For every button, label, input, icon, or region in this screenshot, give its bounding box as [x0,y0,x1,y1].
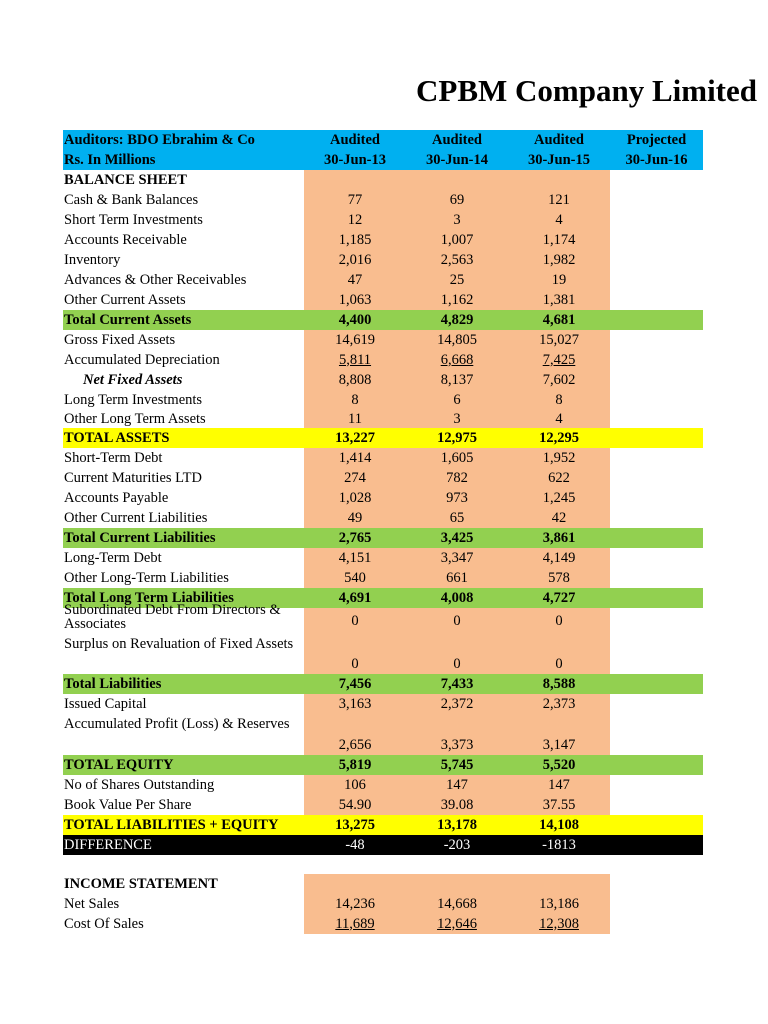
header-col1: Audited [330,131,380,148]
row-label: Total Liabilities [64,675,162,692]
table-row [63,508,703,528]
table-row [63,390,703,410]
row-value: 4,829 [440,311,474,328]
row-label: Accounts Payable [64,489,169,506]
row-label: Long Term Investments [64,391,203,408]
row-value: 39.08 [406,795,508,815]
row-value: 4,008 [440,589,474,606]
header-date2: 30-Jun-14 [425,151,489,168]
row-label: Current Maturities LTD [64,469,202,486]
header-date4: 30-Jun-16 [625,151,688,168]
row-value: 1,028 [304,488,406,508]
table-row [63,250,703,270]
row-value: 3,163 [304,694,406,714]
section-heading: INCOME STATEMENT [64,875,218,892]
row-value: 2,372 [406,694,508,714]
section-heading-balance-sheet [63,170,703,190]
row-value: 14,108 [539,816,579,833]
row-value: 147 [406,775,508,795]
row-value: 1,063 [304,290,406,310]
row-value: 11,689 [335,915,375,932]
table-row [63,370,703,390]
row-value: 4 [508,410,610,428]
table-row [63,694,703,714]
row-value: 3,373 [406,714,508,755]
row-value: 3 [406,210,508,230]
total-liabilities-row [63,674,703,694]
row-label: Short-Term Debt [64,449,163,466]
table-row [63,548,703,568]
row-label: Net Sales [64,895,120,912]
row-value: 5,811 [338,351,372,368]
row-label [63,602,304,634]
row-value: 2,765 [338,529,372,546]
row-label: DIFFERENCE [64,836,152,853]
row-label: Cost Of Sales [64,915,144,932]
row-value: 15,027 [508,330,610,350]
row-label: Total Current Liabilities [64,529,216,546]
table-row [63,795,703,815]
row-value: 14,236 [304,894,406,914]
row-value: 106 [304,775,406,795]
table-row [63,330,703,350]
row-value: 1,174 [508,230,610,250]
row-value: 12,975 [437,429,477,446]
table-row [63,714,703,755]
row-value: 69 [406,190,508,210]
row-value: 6,668 [440,351,474,368]
row-value: 0 [508,608,610,634]
row-value: 0 [304,634,406,674]
row-value: 12 [304,210,406,230]
header-row-auditors [63,130,703,150]
row-value: 8,808 [304,370,406,390]
row-label: Cash & Bank Balances [64,191,199,208]
row-label: Other Long-Term Liabilities [64,569,229,586]
row-value: 13,186 [508,894,610,914]
row-label: Issued Capital [64,695,147,712]
row-value: 5,819 [338,756,372,773]
table-row [63,350,703,370]
row-value: 121 [508,190,610,210]
row-value: 5,520 [542,756,576,773]
row-value: 1,605 [406,448,508,468]
section-heading: BALANCE SHEET [64,171,187,188]
header-row-dates [63,150,703,170]
row-label: TOTAL ASSETS [64,429,170,446]
total-liabilities-equity-row [63,815,703,835]
row-value: 54.90 [304,795,406,815]
table-row [63,290,703,310]
row-label: Long-Term Debt [64,549,162,566]
row-value: 14,619 [304,330,406,350]
table-row [63,468,703,488]
header-date3: 30-Jun-15 [527,151,591,168]
row-value: 77 [304,190,406,210]
row-label: Net Fixed Assets [83,371,183,388]
row-value: 4 [508,210,610,230]
row-label: Gross Fixed Assets [64,331,176,348]
row-value: 13,178 [437,816,477,833]
row-value: 4,400 [338,311,372,328]
row-label: Other Current Liabilities [64,509,208,526]
table-row [63,210,703,230]
row-label: Accumulated Depreciation [64,351,220,368]
row-value: 3,861 [542,529,576,546]
row-label: Other Current Assets [64,291,186,308]
row-value: 1,952 [508,448,610,468]
clipped-label-line: Subordinated Debt From Directors & [64,602,281,618]
row-value: 3 [406,410,508,428]
row-value: 1,162 [406,290,508,310]
row-value: 4,149 [508,548,610,568]
row-value: 1,007 [406,230,508,250]
row-value: 8,137 [406,370,508,390]
row-value: 4,681 [542,311,576,328]
row-value: 5,745 [440,756,474,773]
row-value: 0 [508,634,610,674]
section-heading-income-statement [63,874,703,894]
row-value: 3,147 [508,714,610,755]
header-date1: 30-Jun-13 [323,151,387,168]
row-value: 4,151 [304,548,406,568]
row-value: -203 [443,836,471,853]
header-col2: Audited [432,131,482,148]
total-current-assets-row [63,310,703,330]
row-value: 12,308 [539,915,579,932]
page-title: CPBM Company Limited [416,73,757,108]
row-value: -48 [345,836,365,853]
row-value: 12,646 [437,915,477,932]
row-value: 7,433 [440,675,474,692]
row-label: Accumulated Profit (Loss) & Reserves [64,716,290,732]
table-row [63,634,703,674]
row-value: 4,727 [542,589,576,606]
table-row [63,448,703,468]
table-row [63,775,703,795]
row-value: -1813 [542,836,576,853]
row-value: 0 [304,608,406,634]
row-label: TOTAL LIABILITIES + EQUITY [64,816,279,833]
row-value: 8 [508,390,610,410]
row-value: 7,456 [338,675,372,692]
total-equity-row [63,755,703,775]
spacer [63,855,703,874]
row-value: 3,425 [440,529,474,546]
row-value: 1,185 [304,230,406,250]
table-row [63,602,703,634]
table-row [63,894,703,914]
row-value: 19 [508,270,610,290]
row-value: 7,602 [508,370,610,390]
row-value: 622 [508,468,610,488]
table-row [63,410,703,428]
row-value: 661 [406,568,508,588]
total-assets-row [63,428,703,448]
row-label: Short Term Investments [64,211,203,228]
header-col4: Projected [626,131,687,148]
header-label: Rs. In Millions [64,151,156,168]
table-row [63,190,703,210]
row-value: 2,656 [304,714,406,755]
row-value: 782 [406,468,508,488]
row-value: 14,668 [406,894,508,914]
row-value: 540 [304,568,406,588]
row-label: No of Shares Outstanding [64,776,215,793]
row-value: 4,691 [338,589,372,606]
row-value: 49 [304,508,406,528]
row-value: 1,414 [304,448,406,468]
row-value: 14,805 [406,330,508,350]
row-value: 37.55 [508,795,610,815]
table-row [63,568,703,588]
row-label-line2: Associates [64,616,127,632]
row-value: 0 [406,634,508,674]
row-label: Total Current Assets [64,311,192,328]
row-value: 147 [508,775,610,795]
row-value: 1,245 [508,488,610,508]
row-label: TOTAL EQUITY [64,756,174,773]
row-value: 12,295 [539,429,579,446]
table-row [63,488,703,508]
row-value: 2,016 [304,250,406,270]
row-value: 25 [406,270,508,290]
row-value: 274 [304,468,406,488]
row-value: 8 [304,390,406,410]
row-value: 47 [304,270,406,290]
row-label: Surplus on Revaluation of Fixed Assets [64,636,294,652]
row-value: 578 [508,568,610,588]
table-row [63,230,703,250]
row-label: Advances & Other Receivables [64,271,247,288]
financial-table [63,130,703,934]
row-value: 0 [406,608,508,634]
row-label: Other Long Term Assets [64,410,206,427]
row-value: 8,588 [542,675,576,692]
row-value: 42 [508,508,610,528]
row-label: Total Long Term Liabilities [64,589,234,606]
row-value: 13,227 [335,429,375,446]
row-value: 6 [406,390,508,410]
difference-row [63,835,703,855]
row-value: 1,381 [508,290,610,310]
row-value: 11 [304,410,406,428]
row-value: 1,982 [508,250,610,270]
row-label: Book Value Per Share [64,796,192,813]
header-label: Auditors: BDO Ebrahim & Co [64,131,255,148]
row-value: 13,275 [335,816,375,833]
row-label: Inventory [64,251,121,268]
row-value: 2,373 [508,694,610,714]
total-current-liabilities-row [63,528,703,548]
table-row [63,270,703,290]
row-value: 3,347 [406,548,508,568]
header-col3: Audited [534,131,584,148]
row-value: 2,563 [406,250,508,270]
row-value: 973 [406,488,508,508]
row-label: Accounts Receivable [64,231,187,248]
row-value: 7,425 [542,351,576,368]
row-value: 65 [406,508,508,528]
table-row [63,914,703,934]
